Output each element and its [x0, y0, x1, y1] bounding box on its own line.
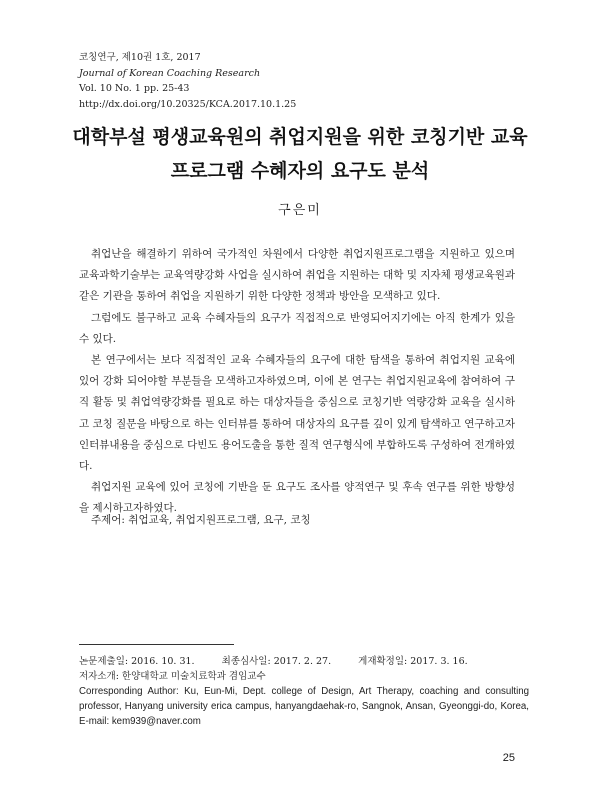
title-line-2: 프로그램 수혜자의 요구도 분석: [170, 160, 430, 182]
abstract-paragraph: 그럼에도 불구하고 교육 수혜자들의 요구가 직접적으로 반영되어지기에는 아직 한계가 있을 수 있다.: [79, 311, 515, 345]
corresponding-author: Corresponding Author: Ku, Eun-Mi, Dept. college of Design, Art Therapy, coaching and consulting professor, Hanyang university erica campus, hanyangdaehak-ro, Sangnok, Ansan, Gyeonggi-do, Korea, E-mail: kem939@naver.com: [79, 686, 529, 727]
doi-link[interactable]: http://dx.doi.org/10.20325/KCA.2017.10.1.25: [79, 98, 297, 110]
footnote: [79, 654, 529, 729]
paper-title: [0, 120, 600, 188]
page-number: 25: [502, 752, 515, 764]
abstract-paragraph: 취업난을 해결하기 위하여 국가적인 차원에서 다양한 취업지원프로그램을 지원하고 있으며 교육과학기술부는 교육역량강화 사업을 실시하여 취업을 지원하는 대학 및 지자체 평생교육원과 같은 기관을 통하여 취업을 지원하기 위한 다양한 정책과 방안을 모색하고 있다.: [79, 248, 515, 303]
journal-header: [79, 50, 296, 112]
footnote-divider: [79, 644, 234, 645]
abstract: [79, 244, 515, 520]
journal-name: Journal of Korean Coaching Research: [79, 67, 261, 79]
abstract-paragraph: 본 연구에서는 보다 직접적인 교육 수혜자들의 요구에 대한 탐색을 통하여 취업지원 교육에 있어 강화 되어야할 부분들을 모색하고자하였으며, 이에 본 연구는 취업지원교육에 참여하여 구직 활동 및 취업역량강화를 필요로 하는 대상자들을 중심으로 코칭기반 역량강화 교육을 실시하고 코칭 질문을 바탕으로 하는 인터뷰를 통하여 대상자의 요구를 깊이 있게 탐색하고 연구하고자 인터뷰내용을 중심으로 다빈도 용어도출을 통한 질적 연구형식에 부합하도록 구성하여 전개하였다.: [79, 354, 515, 473]
keywords: 주제어: 취업교육, 취업지원프로그램, 요구, 코칭: [91, 514, 311, 526]
journal-citation: 코칭연구, 제10권 1호, 2017: [79, 52, 201, 63]
title-line-1: 대학부설 평생교육원의 취업지원을 위한 코칭기반 교육: [72, 126, 528, 148]
author-info: 저자소개: 한양대학교 미술치료학과 겸임교수: [79, 671, 266, 682]
accepted-date: 게재확정일: 2017. 3. 16.: [358, 656, 468, 667]
abstract-paragraph: 취업지원 교육에 있어 코칭에 기반을 둔 요구도 조사를 양적연구 및 후속 연구를 위한 방향성을 제시하고자하였다.: [79, 481, 515, 515]
author-name: 구은미: [278, 203, 322, 218]
footnote-dates: [79, 654, 529, 669]
journal-volume: Vol. 10 No. 1 pp. 25-43: [79, 83, 190, 94]
submitted-date: 논문제출일: 2016. 10. 31.: [79, 656, 195, 667]
reviewed-date: 최종심사일: 2017. 2. 27.: [221, 656, 332, 667]
